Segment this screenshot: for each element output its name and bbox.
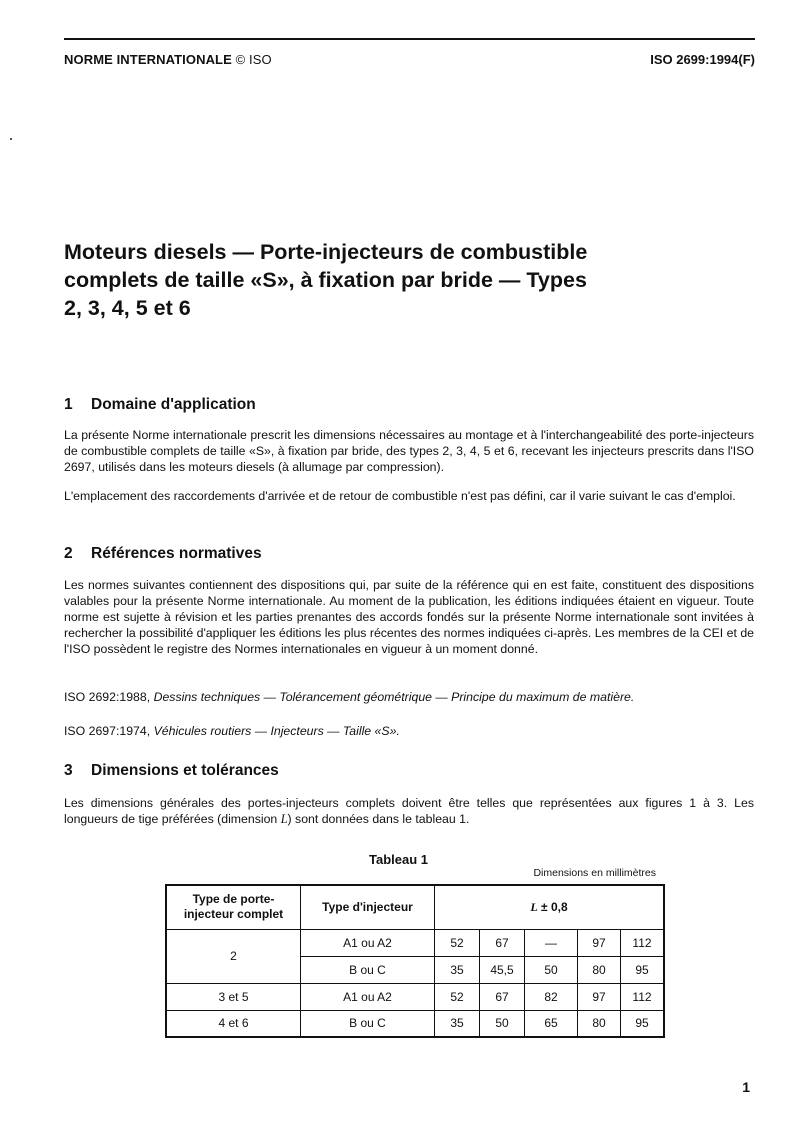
cell-length: 80 — [578, 956, 621, 983]
reference-title: Véhicules routiers — Injecteurs — Taille «S». — [153, 724, 400, 738]
length-tolerance: ± 0,8 — [537, 899, 568, 914]
section-title: Domaine d'application — [91, 396, 256, 413]
cell-injecteur-type: B ou C — [301, 1010, 435, 1037]
document-title — [64, 238, 744, 322]
header-reference: ISO 2699:1994(F) — [650, 52, 755, 67]
cell-injecteur-type: A1 ou A2 — [301, 983, 435, 1010]
cell-length: 97 — [578, 983, 621, 1010]
cell-length: 52 — [435, 983, 480, 1010]
cell-length: 35 — [435, 956, 480, 983]
header-copyright: © ISO — [235, 52, 272, 67]
table-units: Dimensions en millimètres — [533, 867, 656, 879]
section-2-heading — [64, 545, 262, 563]
reference-title: Dessins techniques — Tolérancement géométrique — Principe du maximum de matière. — [153, 690, 635, 704]
section-1-paragraph-1: La présente Norme internationale prescrit les dimensions nécessaires au montage et à l'interchangeabilité des porte-injecteurs de combustible complets de taille «S», à fixation par bride, des types 2, 3, 4, 5 et 6, recevant les injecteurs prescrits dans l'ISO 2697, utilisés dans les moteurs diesels (à allumage par compression). — [64, 428, 754, 474]
paragraph-text: ) sont données dans le tableau 1. — [287, 812, 470, 826]
cell-injecteur-type: A1 ou A2 — [301, 929, 435, 956]
cell-length: 95 — [621, 956, 665, 983]
title-line-1: Moteurs diesels — Porte-injecteurs de combustible — [64, 240, 588, 264]
cell-length: 112 — [621, 929, 665, 956]
cell-length: 65 — [525, 1010, 578, 1037]
cell-porte-type: 3 et 5 — [166, 983, 301, 1010]
dimension-variable: L — [280, 812, 288, 826]
section-title: Références normatives — [91, 545, 262, 562]
table-title: Tableau 1 — [368, 852, 428, 867]
header-title: NORME INTERNATIONALE — [64, 52, 232, 67]
cell-length: 95 — [621, 1010, 665, 1037]
cell-length: 35 — [435, 1010, 480, 1037]
reference-code: ISO 2697:1974, — [64, 724, 151, 738]
cell-length: 80 — [578, 1010, 621, 1037]
cell-length: 50 — [525, 956, 578, 983]
cell-porte-type: 4 et 6 — [166, 1010, 301, 1037]
section-3-heading — [64, 762, 279, 780]
header-standard-label — [64, 52, 272, 67]
page-number: 1 — [742, 1079, 750, 1095]
header-injecteur: Type d'injecteur — [301, 885, 435, 929]
table-row — [166, 983, 664, 1010]
normative-reference-2 — [64, 723, 754, 739]
section-number: 3 — [64, 762, 73, 779]
cell-length: 67 — [480, 983, 525, 1010]
header-line: Type de porte- — [192, 892, 275, 907]
cell-length: 112 — [621, 983, 665, 1010]
cell-length: — — [525, 929, 578, 956]
normative-reference-1 — [64, 689, 754, 705]
cell-porte-type: 2 — [166, 929, 301, 983]
header-line: injecteur complet — [183, 907, 284, 922]
section-1-paragraph-2: L'emplacement des raccordements d'arrivée et de retour de combustible n'est pas défini, car il varie suivant le cas d'emploi. — [64, 489, 736, 503]
cell-length: 45,5 — [480, 956, 525, 983]
dimensions-table — [165, 884, 665, 1038]
section-number: 2 — [64, 545, 73, 562]
cell-length: 82 — [525, 983, 578, 1010]
title-line-2: complets de taille «S», à fixation par bride — Types — [64, 268, 587, 292]
section-2-paragraph: Les normes suivantes contiennent des dispositions qui, par suite de la référence qui en est faite, constituent des dispositions valables pour la présente Norme internationale. Au moment de la publication, les éditions indiquées étaient en vigueur. Toute norme est sujette à révision et les parties prenantes des accords fondés sur la présente Norme internationale sont invitées à rechercher la possibilité d'appliquer les éditions les plus récentes des normes indiquées ci-après. Les membres de la CEI et de l'ISO possèdent le registre des Normes internationales en vigueur à un moment donné. — [64, 578, 754, 656]
paragraph-text: Les dimensions générales des portes-injecteurs complets doivent être telles que représentées aux figures 1 à 3. Les longueurs de tige préférées (dimension — [64, 796, 754, 826]
cell-length: 52 — [435, 929, 480, 956]
header-rule — [64, 38, 755, 40]
header-length-tolerance — [435, 885, 665, 929]
cell-length: 97 — [578, 929, 621, 956]
cell-length: 67 — [480, 929, 525, 956]
cell-injecteur-type: B ou C — [301, 956, 435, 983]
length-variable: L — [530, 899, 538, 914]
table-header-row — [166, 885, 664, 929]
section-title: Dimensions et tolérances — [91, 762, 279, 779]
section-3-paragraph — [64, 795, 754, 827]
section-number: 1 — [64, 396, 73, 413]
table-row — [166, 1010, 664, 1037]
title-line-3: 2, 3, 4, 5 et 6 — [64, 296, 191, 320]
section-1-heading — [64, 396, 256, 414]
header-porte-injecteur — [166, 885, 301, 929]
cell-length: 50 — [480, 1010, 525, 1037]
reference-code: ISO 2692:1988, — [64, 690, 151, 704]
scan-mark — [10, 138, 12, 140]
table-row — [166, 929, 664, 956]
